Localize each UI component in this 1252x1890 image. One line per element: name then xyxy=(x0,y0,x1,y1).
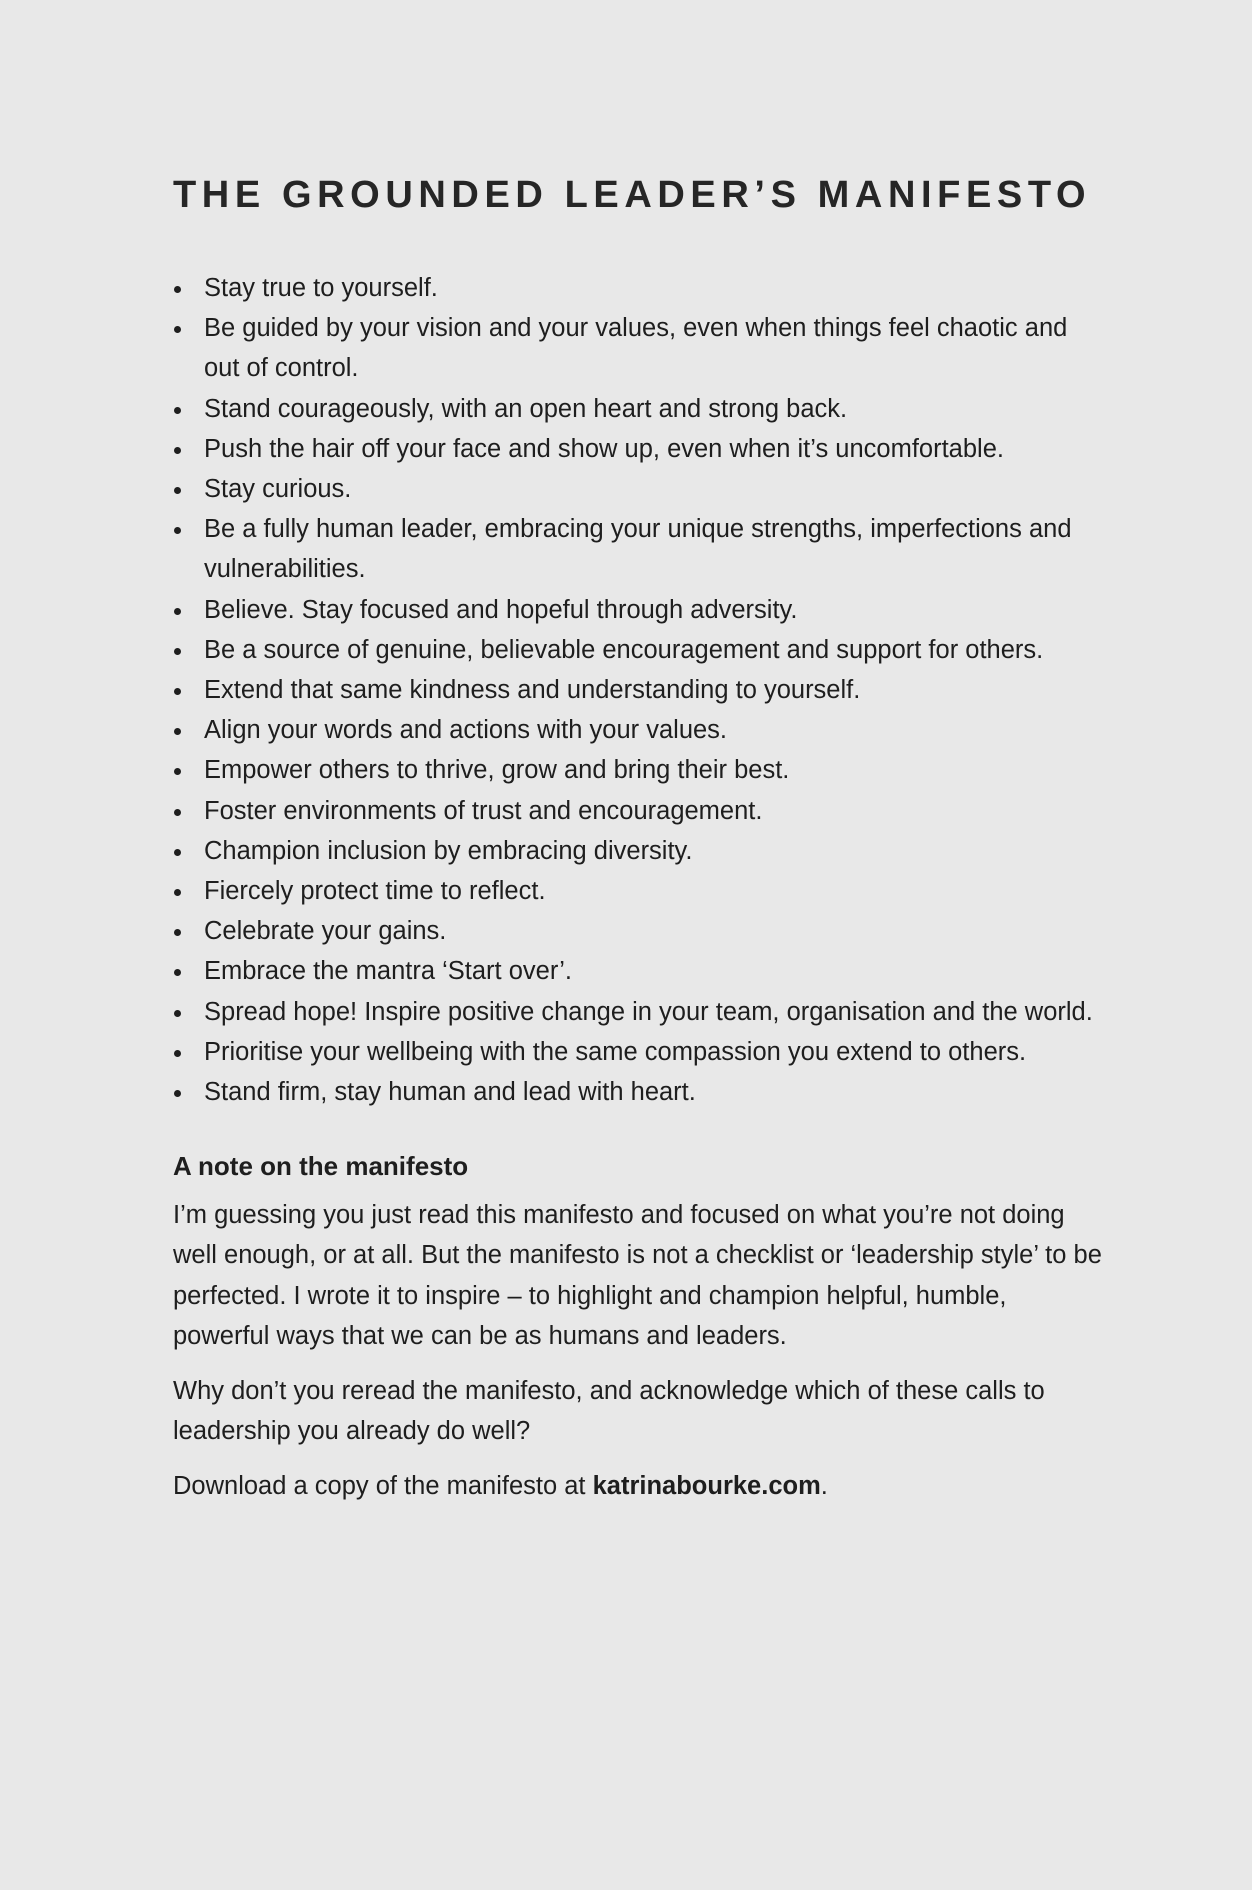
manifesto-list xyxy=(173,268,1102,1112)
manifesto-item: Extend that same kindness and understanding to yourself. xyxy=(173,670,1102,710)
manifesto-item: Embrace the mantra ‘Start over’. xyxy=(173,951,1102,991)
manifesto-item: Be a fully human leader, embracing your unique strengths, imperfections and vulnerabilities. xyxy=(173,509,1102,589)
note-paragraph: I’m guessing you just read this manifesto and focused on what you’re not doing well enough, or at all. But the manifesto is not a checklist or ‘leadership style’ to be perfected. I wrote it to inspire – to highlight and champion helpful, humble, powerful ways that we can be as humans and leaders. xyxy=(173,1201,1102,1350)
manifesto-item: Foster environments of trust and encouragement. xyxy=(173,791,1102,831)
note-paragraph: Why don’t you reread the manifesto, and acknowledge which of these calls to leadership you already do well? xyxy=(173,1377,1045,1446)
manifesto-item: Align your words and actions with your values. xyxy=(173,710,1102,750)
note-heading: A note on the manifesto xyxy=(173,1151,469,1182)
manifesto-item: Fiercely protect time to reflect. xyxy=(173,871,1102,911)
manifesto-item: Celebrate your gains. xyxy=(173,911,1102,951)
manifesto-item: Stand courageously, with an open heart and strong back. xyxy=(173,389,1102,429)
manifesto-item: Empower others to thrive, grow and bring their best. xyxy=(173,750,1102,790)
manifesto-item: Stay curious. xyxy=(173,469,1102,509)
manifesto-item: Stay true to yourself. xyxy=(173,268,1102,308)
manifesto-item: Prioritise your wellbeing with the same compassion you extend to others. xyxy=(173,1032,1102,1072)
manifesto-item: Be guided by your vision and your values, even when things feel chaotic and out of control. xyxy=(173,308,1102,388)
manifesto-item: Spread hope! Inspire positive change in your team, organisation and the world. xyxy=(173,992,1102,1032)
manifesto-item: Push the hair off your face and show up, even when it’s uncomfortable. xyxy=(173,429,1102,469)
download-line xyxy=(173,1466,1102,1506)
manifesto-item: Champion inclusion by embracing diversity. xyxy=(173,831,1102,871)
website-link[interactable]: katrinabourke.com xyxy=(592,1472,821,1501)
manifesto-item: Stand firm, stay human and lead with heart. xyxy=(173,1072,1102,1112)
manifesto-item: Believe. Stay focused and hopeful through adversity. xyxy=(173,590,1102,630)
download-period: . xyxy=(820,1472,828,1501)
manifesto-item: Be a source of genuine, believable encouragement and support for others. xyxy=(173,630,1102,670)
download-text: Download a copy of the manifesto at xyxy=(173,1472,593,1501)
page-title: THE GROUNDED LEADER’S MANIFESTO xyxy=(173,174,1092,216)
